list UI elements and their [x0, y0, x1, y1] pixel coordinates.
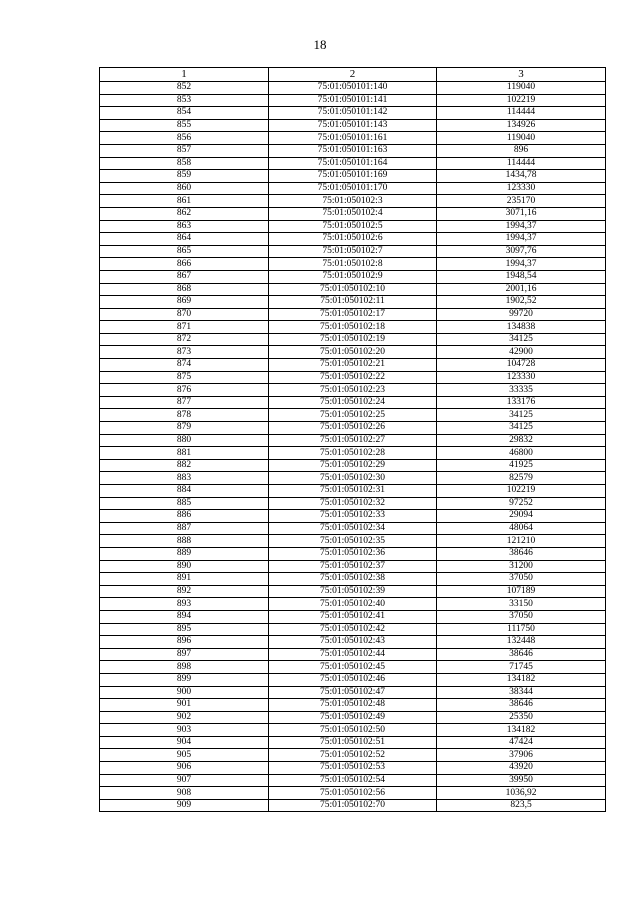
cadastral-number-cell: 75:01:050102:40 [269, 598, 437, 611]
value-cell: 114444 [437, 157, 606, 170]
table-row [100, 585, 606, 598]
cadastral-number-cell: 75:01:050102:28 [269, 447, 437, 460]
row-number-cell: 865 [100, 245, 269, 258]
table-row [100, 686, 606, 699]
row-number-cell: 881 [100, 447, 269, 460]
cadastral-number-cell: 75:01:050102:54 [269, 774, 437, 787]
cadastral-number-cell: 75:01:050102:53 [269, 762, 437, 775]
row-number-cell: 852 [100, 82, 269, 95]
cadastral-number-cell: 75:01:050101:164 [269, 157, 437, 170]
value-cell: 47424 [437, 736, 606, 749]
table-row [100, 422, 606, 435]
value-cell: 37906 [437, 749, 606, 762]
row-number-cell: 900 [100, 686, 269, 699]
cadastral-number-cell: 75:01:050102:20 [269, 346, 437, 359]
value-cell: 43920 [437, 762, 606, 775]
row-number-cell: 863 [100, 220, 269, 233]
value-cell: 119040 [437, 82, 606, 95]
cadastral-number-cell: 75:01:050102:70 [269, 799, 437, 812]
table-row [100, 308, 606, 321]
row-number-cell: 888 [100, 535, 269, 548]
table-row [100, 220, 606, 233]
table-row [100, 296, 606, 309]
value-cell: 2001,16 [437, 283, 606, 296]
table-row [100, 195, 606, 208]
row-number-cell: 867 [100, 270, 269, 283]
table-row [100, 409, 606, 422]
value-cell: 29094 [437, 510, 606, 523]
table-body [100, 82, 606, 812]
cadastral-number-cell: 75:01:050101:161 [269, 132, 437, 145]
value-cell: 42900 [437, 346, 606, 359]
table-row [100, 522, 606, 535]
value-cell: 33150 [437, 598, 606, 611]
table-row [100, 333, 606, 346]
value-cell: 1902,52 [437, 296, 606, 309]
row-number-cell: 905 [100, 749, 269, 762]
cadastral-number-cell: 75:01:050102:39 [269, 585, 437, 598]
value-cell: 114444 [437, 107, 606, 120]
value-cell: 134838 [437, 321, 606, 334]
value-cell: 48064 [437, 522, 606, 535]
cadastral-number-cell: 75:01:050102:42 [269, 623, 437, 636]
cadastral-number-cell: 75:01:050102:29 [269, 459, 437, 472]
cadastral-number-cell: 75:01:050102:48 [269, 699, 437, 712]
row-number-cell: 886 [100, 510, 269, 523]
value-cell: 38646 [437, 648, 606, 661]
row-number-cell: 873 [100, 346, 269, 359]
row-number-cell: 892 [100, 585, 269, 598]
value-cell: 71745 [437, 661, 606, 674]
cadastral-number-cell: 75:01:050102:23 [269, 384, 437, 397]
cadastral-number-cell: 75:01:050102:11 [269, 296, 437, 309]
table-row [100, 283, 606, 296]
row-number-cell: 899 [100, 673, 269, 686]
value-cell: 34125 [437, 409, 606, 422]
table-row [100, 711, 606, 724]
row-number-cell: 883 [100, 472, 269, 485]
row-number-cell: 854 [100, 107, 269, 120]
cadastral-number-cell: 75:01:050102:35 [269, 535, 437, 548]
table-row [100, 736, 606, 749]
value-cell: 34125 [437, 422, 606, 435]
cadastral-number-cell: 75:01:050102:18 [269, 321, 437, 334]
value-cell: 41925 [437, 459, 606, 472]
cadastral-number-cell: 75:01:050102:7 [269, 245, 437, 258]
value-cell: 123330 [437, 182, 606, 195]
table-row [100, 182, 606, 195]
value-cell: 1948,54 [437, 270, 606, 283]
cadastral-number-cell: 75:01:050102:25 [269, 409, 437, 422]
value-cell: 37050 [437, 610, 606, 623]
value-cell: 97252 [437, 497, 606, 510]
cadastral-number-cell: 75:01:050102:30 [269, 472, 437, 485]
row-number-cell: 908 [100, 787, 269, 800]
row-number-cell: 904 [100, 736, 269, 749]
table-row [100, 661, 606, 674]
table-row [100, 598, 606, 611]
row-number-cell: 893 [100, 598, 269, 611]
table-row [100, 762, 606, 775]
row-number-cell: 896 [100, 636, 269, 649]
cadastral-number-cell: 75:01:050102:41 [269, 610, 437, 623]
table-row [100, 258, 606, 271]
row-number-cell: 898 [100, 661, 269, 674]
value-cell: 134182 [437, 673, 606, 686]
row-number-cell: 891 [100, 573, 269, 586]
cadastral-number-cell: 75:01:050102:31 [269, 485, 437, 498]
cadastral-number-cell: 75:01:050102:17 [269, 308, 437, 321]
cadastral-number-cell: 75:01:050101:169 [269, 170, 437, 183]
cadastral-number-cell: 75:01:050102:34 [269, 522, 437, 535]
cadastral-number-cell: 75:01:050102:6 [269, 233, 437, 246]
row-number-cell: 853 [100, 94, 269, 107]
cadastral-number-cell: 75:01:050101:163 [269, 144, 437, 157]
table-row [100, 107, 606, 120]
cadastral-number-cell: 75:01:050102:3 [269, 195, 437, 208]
table-row [100, 157, 606, 170]
cadastral-number-cell: 75:01:050102:8 [269, 258, 437, 271]
table-row [100, 132, 606, 145]
row-number-cell: 907 [100, 774, 269, 787]
row-number-cell: 861 [100, 195, 269, 208]
table-row [100, 346, 606, 359]
cadastral-number-cell: 75:01:050102:51 [269, 736, 437, 749]
table-row [100, 560, 606, 573]
value-cell: 38646 [437, 547, 606, 560]
row-number-cell: 859 [100, 170, 269, 183]
value-cell: 823,5 [437, 799, 606, 812]
page-number: 18 [313, 37, 327, 52]
row-number-cell: 870 [100, 308, 269, 321]
row-number-cell: 855 [100, 119, 269, 132]
table-row [100, 396, 606, 409]
table-row [100, 573, 606, 586]
row-number-cell: 879 [100, 422, 269, 435]
table-row [100, 144, 606, 157]
cadastral-number-cell: 75:01:050102:45 [269, 661, 437, 674]
table-row [100, 774, 606, 787]
row-number-cell: 906 [100, 762, 269, 775]
cadastral-number-cell: 75:01:050102:19 [269, 333, 437, 346]
table-row [100, 724, 606, 737]
value-cell: 99720 [437, 308, 606, 321]
value-cell: 1434,78 [437, 170, 606, 183]
column-header-3: 3 [437, 68, 606, 82]
table-row [100, 207, 606, 220]
row-number-cell: 894 [100, 610, 269, 623]
table-row [100, 535, 606, 548]
value-cell: 123330 [437, 371, 606, 384]
value-cell: 1994,37 [437, 220, 606, 233]
table-row [100, 447, 606, 460]
table-row [100, 673, 606, 686]
row-number-cell: 874 [100, 359, 269, 372]
row-number-cell: 885 [100, 497, 269, 510]
cadastral-number-cell: 75:01:050101:142 [269, 107, 437, 120]
cadastral-number-cell: 75:01:050102:24 [269, 396, 437, 409]
row-number-cell: 866 [100, 258, 269, 271]
data-table [99, 67, 606, 812]
value-cell: 82579 [437, 472, 606, 485]
row-number-cell: 857 [100, 144, 269, 157]
row-number-cell: 884 [100, 485, 269, 498]
row-number-cell: 897 [100, 648, 269, 661]
cadastral-number-cell: 75:01:050101:143 [269, 119, 437, 132]
table-row [100, 485, 606, 498]
row-number-cell: 903 [100, 724, 269, 737]
row-number-cell: 909 [100, 799, 269, 812]
cadastral-number-cell: 75:01:050102:9 [269, 270, 437, 283]
cadastral-number-cell: 75:01:050102:47 [269, 686, 437, 699]
cadastral-number-cell: 75:01:050101:141 [269, 94, 437, 107]
table-row [100, 233, 606, 246]
row-number-cell: 871 [100, 321, 269, 334]
cadastral-number-cell: 75:01:050102:21 [269, 359, 437, 372]
value-cell: 102219 [437, 94, 606, 107]
row-number-cell: 875 [100, 371, 269, 384]
cadastral-number-cell: 75:01:050102:5 [269, 220, 437, 233]
cadastral-number-cell: 75:01:050102:26 [269, 422, 437, 435]
table-row [100, 119, 606, 132]
value-cell: 39950 [437, 774, 606, 787]
cadastral-number-cell: 75:01:050102:33 [269, 510, 437, 523]
table-row [100, 270, 606, 283]
row-number-cell: 864 [100, 233, 269, 246]
row-number-cell: 876 [100, 384, 269, 397]
value-cell: 38344 [437, 686, 606, 699]
value-cell: 896 [437, 144, 606, 157]
table-row [100, 547, 606, 560]
row-number-cell: 890 [100, 560, 269, 573]
cadastral-number-cell: 75:01:050102:46 [269, 673, 437, 686]
row-number-cell: 889 [100, 547, 269, 560]
table-row [100, 799, 606, 812]
table-row [100, 787, 606, 800]
row-number-cell: 872 [100, 333, 269, 346]
cadastral-number-cell: 75:01:050102:52 [269, 749, 437, 762]
value-cell: 33335 [437, 384, 606, 397]
value-cell: 111750 [437, 623, 606, 636]
column-header-1: 1 [100, 68, 269, 82]
table-row [100, 459, 606, 472]
cadastral-number-cell: 75:01:050102:44 [269, 648, 437, 661]
cadastral-number-cell: 75:01:050102:50 [269, 724, 437, 737]
row-number-cell: 858 [100, 157, 269, 170]
value-cell: 31200 [437, 560, 606, 573]
value-cell: 1036,92 [437, 787, 606, 800]
value-cell: 107189 [437, 585, 606, 598]
cadastral-number-cell: 75:01:050102:10 [269, 283, 437, 296]
table-row [100, 623, 606, 636]
value-cell: 1994,37 [437, 233, 606, 246]
table-row [100, 384, 606, 397]
column-header-2: 2 [269, 68, 437, 82]
table-row [100, 245, 606, 258]
value-cell: 235170 [437, 195, 606, 208]
cadastral-number-cell: 75:01:050102:37 [269, 560, 437, 573]
table-row [100, 94, 606, 107]
value-cell: 34125 [437, 333, 606, 346]
cadastral-number-cell: 75:01:050102:4 [269, 207, 437, 220]
table-row [100, 749, 606, 762]
cadastral-number-cell: 75:01:050101:140 [269, 82, 437, 95]
cadastral-number-cell: 75:01:050102:22 [269, 371, 437, 384]
value-cell: 102219 [437, 485, 606, 498]
row-number-cell: 887 [100, 522, 269, 535]
cadastral-number-cell: 75:01:050102:49 [269, 711, 437, 724]
row-number-cell: 868 [100, 283, 269, 296]
table-row [100, 510, 606, 523]
row-number-cell: 862 [100, 207, 269, 220]
row-number-cell: 869 [100, 296, 269, 309]
row-number-cell: 856 [100, 132, 269, 145]
value-cell: 134926 [437, 119, 606, 132]
value-cell: 29832 [437, 434, 606, 447]
table-row [100, 472, 606, 485]
row-number-cell: 878 [100, 409, 269, 422]
value-cell: 121210 [437, 535, 606, 548]
value-cell: 3097,76 [437, 245, 606, 258]
row-number-cell: 882 [100, 459, 269, 472]
table-row [100, 434, 606, 447]
row-number-cell: 860 [100, 182, 269, 195]
value-cell: 1994,37 [437, 258, 606, 271]
table-row [100, 699, 606, 712]
row-number-cell: 902 [100, 711, 269, 724]
cadastral-number-cell: 75:01:050102:32 [269, 497, 437, 510]
row-number-cell: 880 [100, 434, 269, 447]
cadastral-number-cell: 75:01:050102:27 [269, 434, 437, 447]
value-cell: 25350 [437, 711, 606, 724]
value-cell: 119040 [437, 132, 606, 145]
value-cell: 46800 [437, 447, 606, 460]
cadastral-number-cell: 75:01:050101:170 [269, 182, 437, 195]
cadastral-number-cell: 75:01:050102:36 [269, 547, 437, 560]
table-row [100, 321, 606, 334]
cadastral-number-cell: 75:01:050102:56 [269, 787, 437, 800]
row-number-cell: 895 [100, 623, 269, 636]
value-cell: 104728 [437, 359, 606, 372]
value-cell: 38646 [437, 699, 606, 712]
cadastral-number-cell: 75:01:050102:38 [269, 573, 437, 586]
value-cell: 3071,16 [437, 207, 606, 220]
table-row [100, 636, 606, 649]
table-row [100, 648, 606, 661]
table-row [100, 359, 606, 372]
table-row [100, 170, 606, 183]
row-number-cell: 877 [100, 396, 269, 409]
value-cell: 134182 [437, 724, 606, 737]
value-cell: 133176 [437, 396, 606, 409]
table-row [100, 371, 606, 384]
table-row [100, 610, 606, 623]
cadastral-number-cell: 75:01:050102:43 [269, 636, 437, 649]
table-row [100, 82, 606, 95]
value-cell: 37050 [437, 573, 606, 586]
table-row [100, 497, 606, 510]
value-cell: 132448 [437, 636, 606, 649]
row-number-cell: 901 [100, 699, 269, 712]
header-row [100, 68, 606, 82]
